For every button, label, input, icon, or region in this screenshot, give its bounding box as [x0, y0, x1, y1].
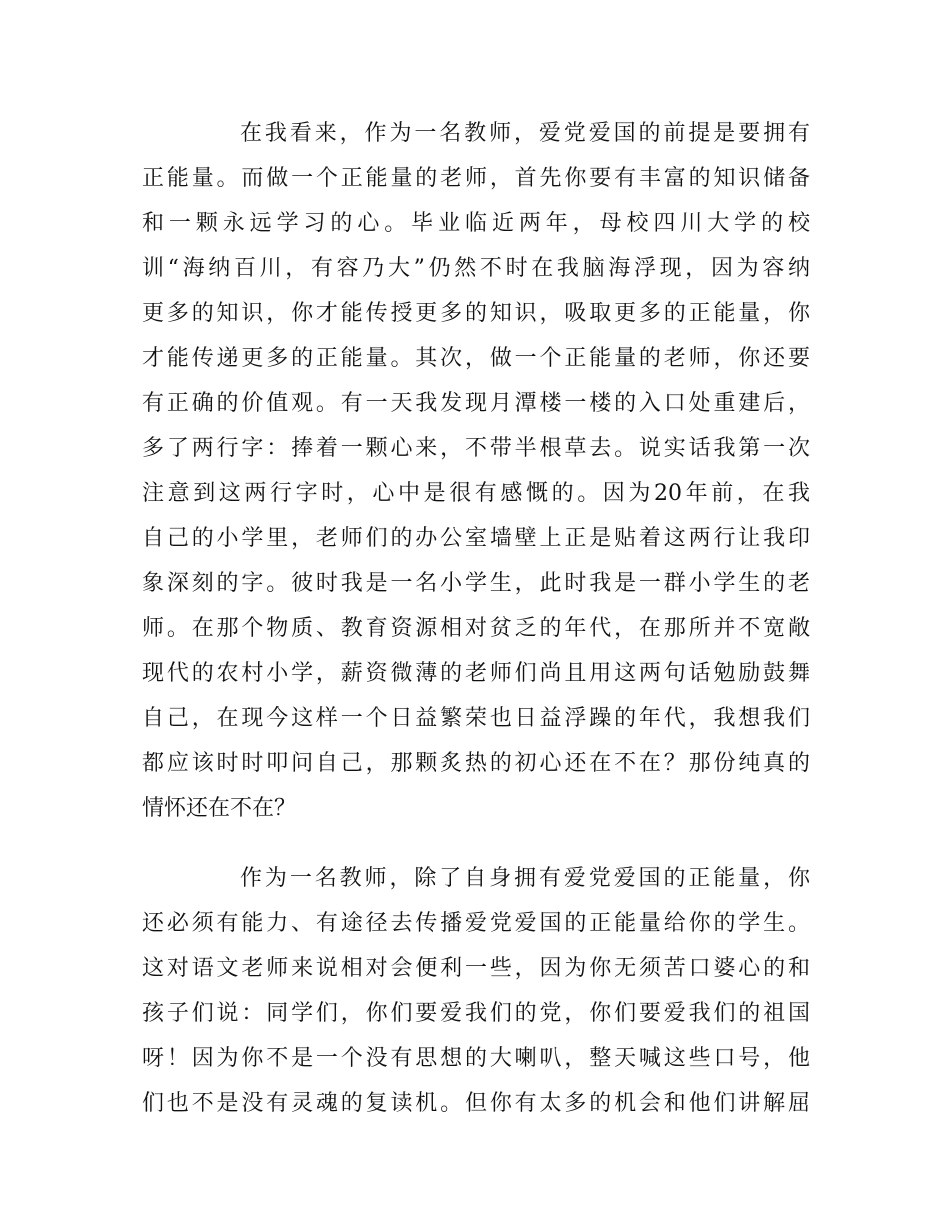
paragraph-1-line-6: 才能传递更多的正能量。其次，做一个正能量的老师，你还要 — [142, 346, 810, 371]
paragraph-1-line-4: 训“海纳百川，有容乃大”仍然不时在我脑海浮现，因为容纳 — [142, 256, 810, 281]
paragraph-1-line-7: 有正确的价值观。有一天我发现月潭楼一楼的入口处重建后， — [142, 391, 810, 416]
paragraph-2-line-1: 作为一名教师，除了自身拥有爱党爱国的正能量，你 — [240, 866, 810, 891]
paragraph-1-line-9: 注意到这两行字时，心中是很有感慨的。因为20年前，在我 — [142, 481, 810, 506]
paragraph-1-line-11: 象深刻的字。彼时我是一名小学生，此时我是一群小学生的老 — [142, 571, 810, 596]
paragraph-1-line-1: 在我看来，作为一名教师，爱党爱国的前提是要拥有 — [240, 121, 810, 146]
paragraph-1-line-8: 多了两行字：捧着一颗心来，不带半根草去。说实话我第一次 — [142, 436, 810, 461]
paragraph-1-line-5: 更多的知识，你才能传授更多的知识，吸取更多的正能量，你 — [142, 301, 810, 326]
paragraph-2-line-6: 们也不是没有灵魂的复读机。但你有太多的机会和他们讲解屈 — [142, 1091, 810, 1116]
paragraph-2-line-2: 还必须有能力、有途径去传播爱党爱国的正能量给你的学生。 — [142, 911, 810, 936]
paragraph-2-line-3: 这对语文老师来说相对会便利一些，因为你无须苦口婆心的和 — [142, 956, 810, 981]
paragraph-1-line-10: 自己的小学里，老师们的办公室墙壁上正是贴着这两行让我印 — [142, 526, 810, 551]
paragraph-1-line-3: 和一颗永远学习的心。毕业临近两年，母校四川大学的校 — [142, 211, 810, 236]
paragraph-1-line-14: 自己，在现今这样一个日益繁荣也日益浮躁的年代，我想我们 — [142, 706, 810, 731]
paragraph-1-line-12: 师。在那个物质、教育资源相对贫乏的年代，在那所并不宽敞 — [142, 616, 810, 641]
paragraph-1-line-2: 正能量。而做一个正能量的老师，首先你要有丰富的知识储备 — [142, 166, 810, 191]
paragraph-1-line-13: 现代的农村小学，薪资微薄的老师们尚且用这两句话勉励鼓舞 — [142, 661, 810, 686]
paragraph-2-line-5: 呀！因为你不是一个没有思想的大喇叭，整天喊这些口号，他 — [142, 1046, 810, 1071]
paragraph-1-line-15: 都应该时时叩问自己，那颗炙热的初心还在不在？那份纯真的 — [142, 751, 810, 776]
paragraph-1-line-16: 情怀还在不在？ — [142, 796, 297, 821]
paragraph-2-line-4: 孩子们说：同学们，你们要爱我们的党，你们要爱我们的祖国 — [142, 1001, 810, 1026]
